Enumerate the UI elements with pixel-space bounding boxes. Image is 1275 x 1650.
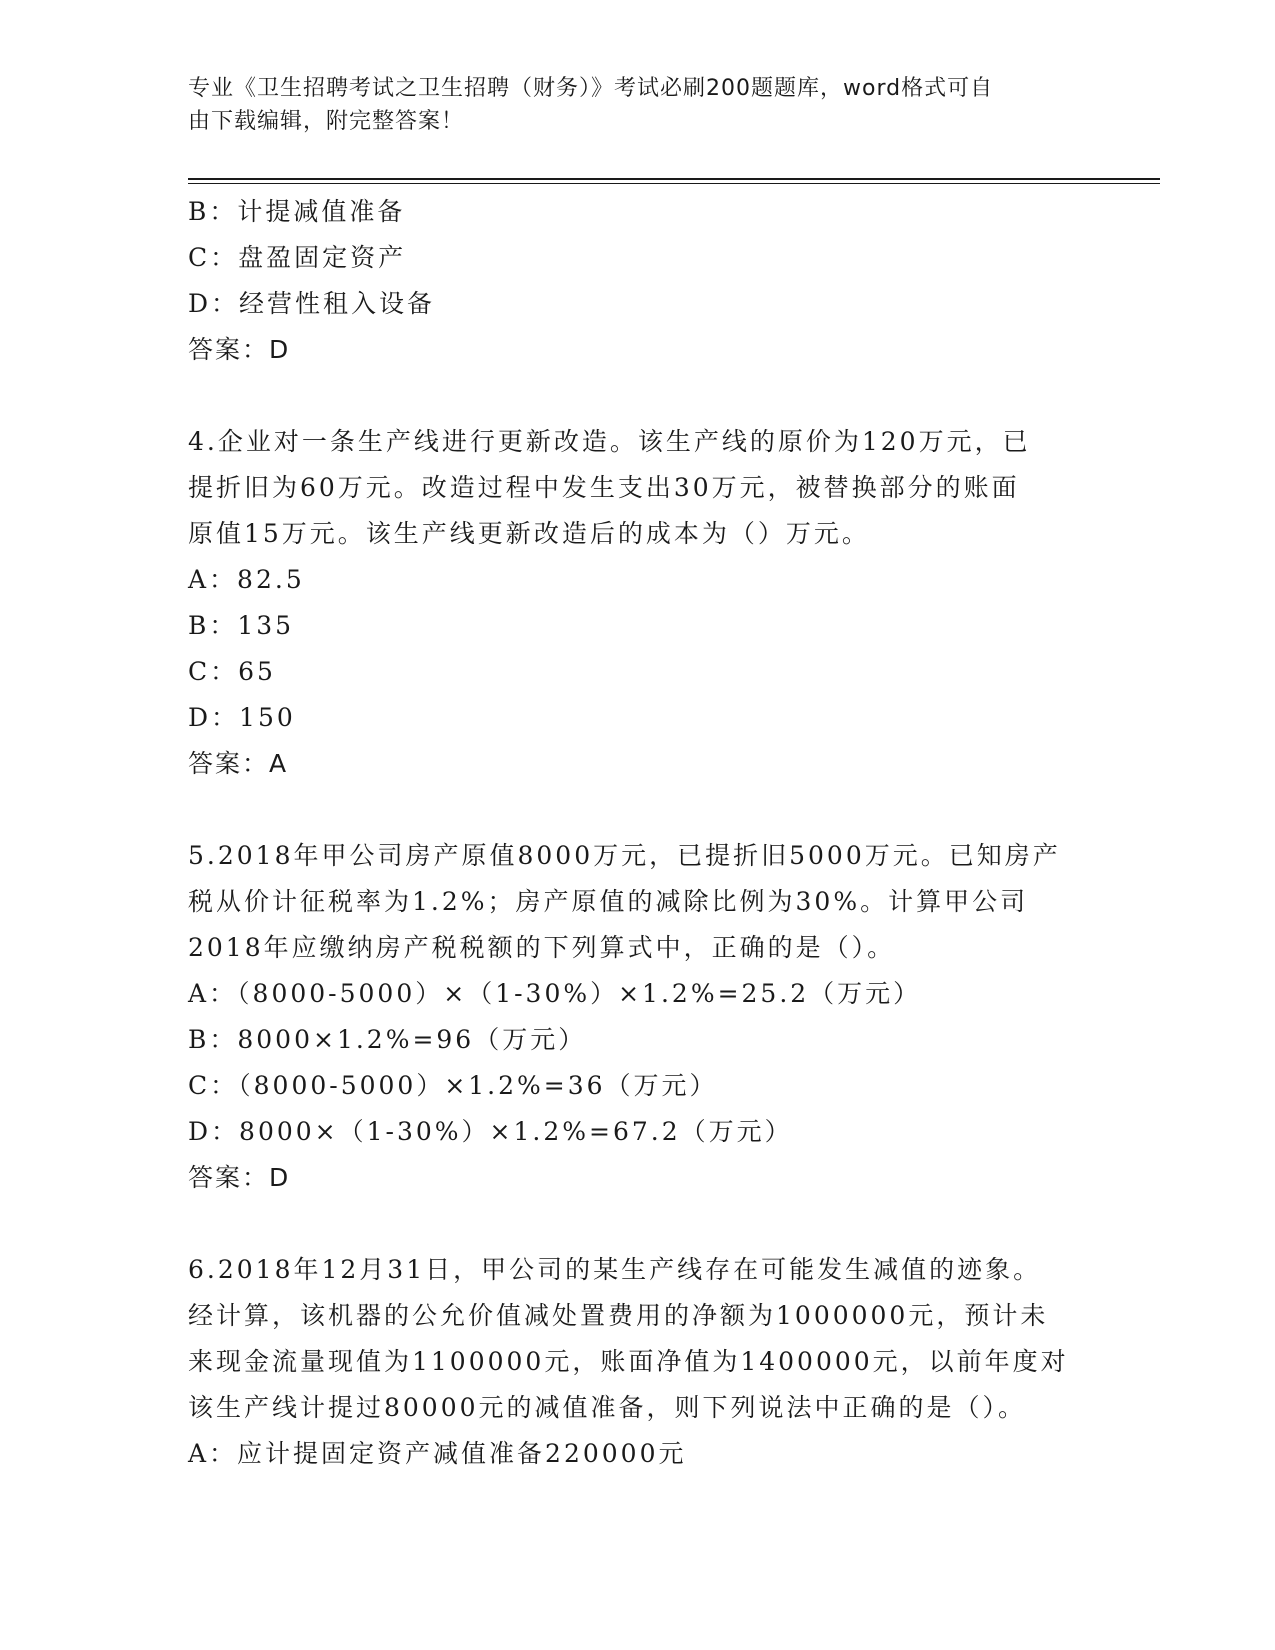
q5-option-c: C：（8000-5000）×1.2%=36（万元） [188,1071,718,1100]
q4-option-b: B：135 [188,611,295,640]
q5-answer: 答案：D [188,1163,291,1192]
q3-option-d: D：经营性租入设备 [188,289,436,318]
question-4 [188,419,1088,787]
question-5 [188,833,1088,1201]
q6-stem-line-3: 来现金流量现值为1100000元，账面净值为1400000元，以前年度对 [188,1347,1069,1376]
question-6 [188,1247,1088,1477]
document-header [188,72,1068,138]
header-divider-thin [188,183,1160,184]
q6-stem-line-1: 6.2018年12月31日，甲公司的某生产线存在可能发生减值的迹象。 [188,1255,1042,1284]
q3-option-b: B：计提减值准备 [188,197,406,226]
header-divider-thick [188,178,1160,180]
q3-answer: 答案：D [188,335,291,364]
q4-option-d: D：150 [188,703,296,732]
question-3-tail [188,189,1088,373]
q5-option-d: D：8000×（1-30%）×1.2%=67.2（万元） [188,1117,793,1146]
q5-option-b: B：8000×1.2%=96（万元） [188,1025,587,1054]
q4-option-a: A：82.5 [188,565,305,594]
question-gap [188,373,1088,419]
q6-stem-line-4: 该生产线计提过80000元的减值准备，则下列说法中正确的是（）。 [188,1393,1027,1422]
question-gap [188,1201,1088,1247]
header-line-1: 专业《卫生招聘考试之卫生招聘（财务）》考试必刷200题题库，word格式可自 [188,76,994,101]
q5-stem-line-3: 2018年应缴纳房产税税额的下列算式中，正确的是（）。 [188,933,896,962]
question-list [188,189,1088,1477]
q4-stem-line-3: 原值15万元。该生产线更新改造后的成本为（）万元。 [188,519,870,548]
q4-option-c: C：65 [188,657,276,686]
q4-stem-line-2: 提折旧为60万元。改造过程中发生支出30万元，被替换部分的账面 [188,473,1020,502]
q5-stem-line-1: 5.2018年甲公司房产原值8000万元，已提折旧5000万元。已知房产 [188,841,1061,870]
q3-option-c: C：盘盈固定资产 [188,243,407,272]
q4-stem-line-1: 4.企业对一条生产线进行更新改造。该生产线的原价为120万元，已 [188,427,1031,456]
header-line-2: 由下载编辑，附完整答案！ [188,109,465,134]
q6-option-a: A：应计提固定资产减值准备220000元 [188,1439,687,1468]
question-gap [188,787,1088,833]
q4-answer: 答案：A [188,749,289,778]
q6-stem-line-2: 经计算，该机器的公允价值减处置费用的净额为1000000元，预计未 [188,1301,1049,1330]
q5-stem-line-2: 税从价计征税率为1.2%；房产原值的减除比例为30%。计算甲公司 [188,887,1029,916]
q5-option-a: A：（8000-5000）×（1-30%）×1.2%=25.2（万元） [188,979,922,1008]
